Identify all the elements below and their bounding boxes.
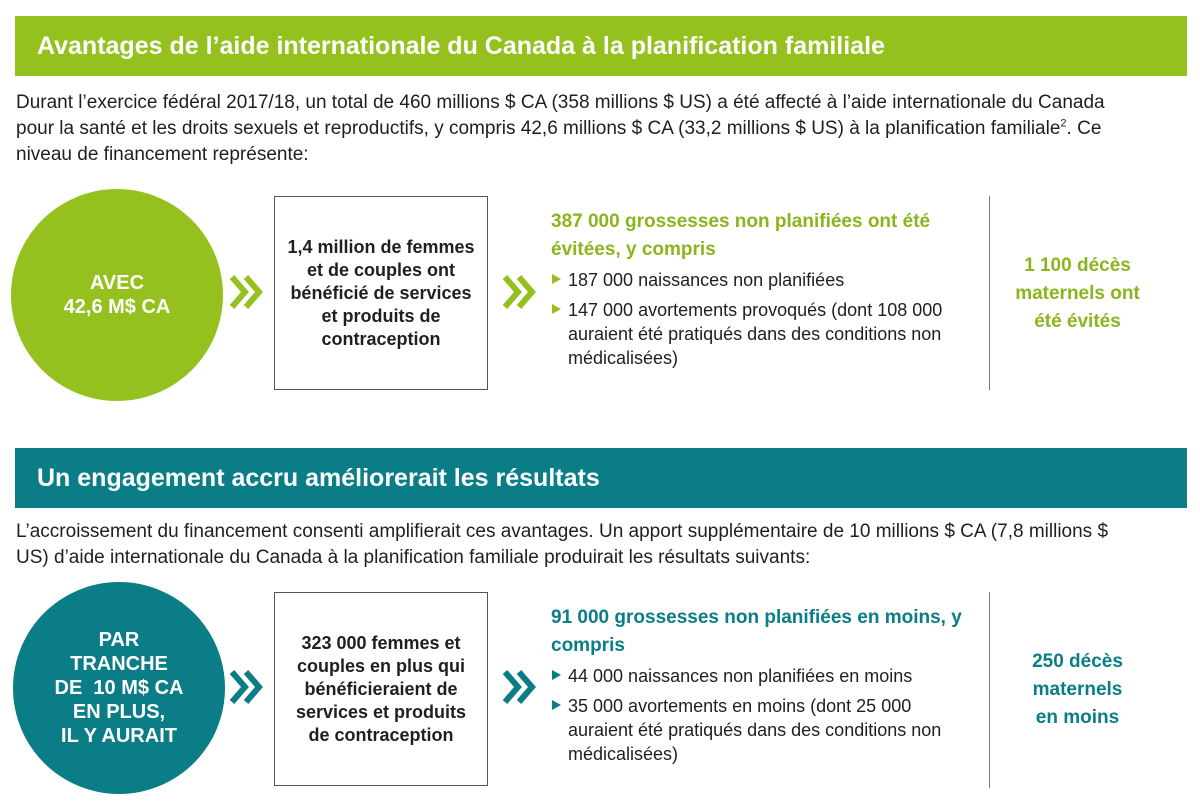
triangle-bullet-icon <box>552 304 561 314</box>
deaths-line: été évités <box>1034 311 1121 332</box>
section1-intro <box>16 90 1136 168</box>
list-item <box>551 268 971 292</box>
double-chevron-right-icon <box>226 272 266 312</box>
deaths-line: maternels <box>1032 679 1123 700</box>
divider <box>989 196 990 390</box>
triangle-bullet-icon <box>552 670 561 680</box>
list-item-text: 187 000 naissances non planifiées <box>568 270 845 290</box>
deaths-line: maternels ont <box>1015 283 1140 304</box>
pregnancies-heading: 91 000 grossesses non planifiées en moins, y compris <box>551 607 962 656</box>
section1-intro-end: . Ce niveau de financement représente: <box>16 118 1102 165</box>
double-chevron-right-icon <box>226 667 266 707</box>
funding-circle-line: EN PLUS, <box>72 701 166 723</box>
double-chevron-right-icon <box>499 667 539 707</box>
additional-beneficiaries-box <box>274 592 488 786</box>
funding-circle-line: IL Y AURAIT <box>61 725 177 747</box>
list-item-text: 44 000 naissances non planifiées en moins <box>568 666 913 686</box>
funding-circle-line: TRANCHE <box>70 653 168 675</box>
effects-list <box>551 664 971 766</box>
beneficiaries-box <box>274 196 488 390</box>
funding-circle <box>11 189 223 401</box>
additional-beneficiaries-text: 323 000 femmes et couples en plus qui bénéficieraient de services et produits de contraception <box>295 632 467 745</box>
deaths-line: en moins <box>1035 707 1120 728</box>
deaths-line: 250 décès <box>1032 651 1123 672</box>
triangle-bullet-icon <box>552 700 561 710</box>
list-item <box>551 664 971 688</box>
funding-circle-line: DE 10 M$ CA <box>54 677 184 699</box>
divider <box>989 592 990 788</box>
fewer-pregnancies <box>551 604 971 772</box>
list-item <box>551 298 971 370</box>
section1-intro-text: Durant l’exercice fédéral 2017/18, un total de 460 millions $ CA (358 millions $ US) a été affecté à l’aide internationale du Canada pour la santé et les droits sexuels et reproductifs, y compris 42,6 millions $ CA (33,2 millions $ US) à la planification familiale <box>16 92 1105 139</box>
section2-title: Un engagement accru améliorerait les résultats <box>15 448 1187 508</box>
funding-circle-line: AVEC <box>89 272 145 294</box>
pregnancies-heading: 387 000 grossesses non planifiées ont été évitées, y compris <box>551 211 931 260</box>
pregnancies-averted <box>551 208 971 376</box>
list-item <box>551 694 971 766</box>
triangle-bullet-icon <box>552 274 561 284</box>
funding-circle-line: 42,6 M$ CA <box>63 296 171 318</box>
list-item-text: 147 000 avortements provoqués (dont 108 000 auraient été pratiqués dans des conditions non médicalisées) <box>568 300 943 368</box>
maternal-deaths-averted <box>1000 252 1155 336</box>
deaths-line: 1 100 décès <box>1024 255 1131 276</box>
list-item-text: 35 000 avortements en moins (dont 25 000 auraient été pratiqués dans des conditions non médicalisées) <box>568 696 942 764</box>
section1-title: Avantages de l’aide internationale du Canada à la planification familiale <box>15 16 1187 76</box>
funding-circle-line: PAR <box>98 629 140 651</box>
effects-list <box>551 268 971 370</box>
double-chevron-right-icon <box>499 272 539 312</box>
additional-funding-circle <box>13 582 225 794</box>
fewer-maternal-deaths <box>1000 648 1155 732</box>
section2-intro: L’accroissement du financement consenti amplifierait ces avantages. Un apport supplémentaire de 10 millions $ CA (7,8 millions $ US) d’aide internationale du Canada à la planification familiale produirait les résultats suivants: <box>16 521 1109 568</box>
beneficiaries-text: 1,4 million de femmes et de couples ont bénéficié de services et produits de contraception <box>287 236 475 349</box>
footnote-marker: 2 <box>1060 117 1067 130</box>
